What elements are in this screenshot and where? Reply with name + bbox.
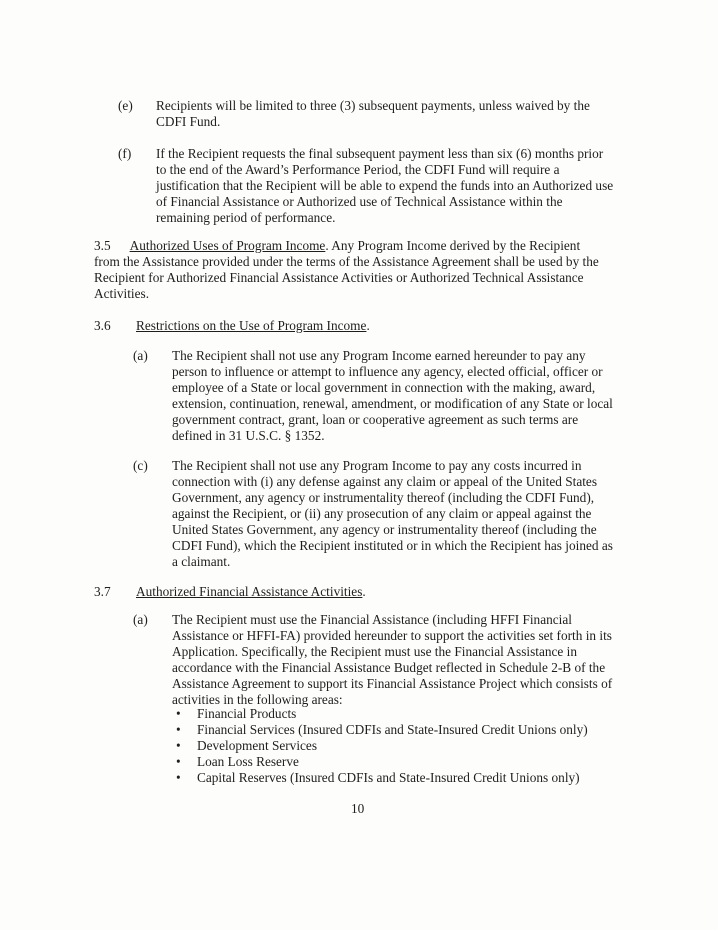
text-line: accordance with the Financial Assistance Budget reflected in Schedule 2-B of the <box>172 660 606 675</box>
section-heading: Authorized Uses of Program Income <box>129 238 326 253</box>
item-f-text <box>156 146 613 226</box>
text-line: The Recipient must use the Financial Assistance (including HFFI Financial <box>172 612 572 627</box>
text-line: Recipients will be limited to three (3) subsequent payments, unless waived by the <box>156 98 590 113</box>
item-3-7-a-text <box>172 612 612 708</box>
text-line: Recipient for Authorized Financial Assistance Activities or Authorized Technical Assistance <box>94 270 584 285</box>
list-item-text: Financial Products <box>197 706 297 721</box>
text-line: person to influence or attempt to influence any agency, elected official, officer or <box>172 364 603 379</box>
item-3-6-a-label: (a) <box>133 348 148 363</box>
text-line: to the end of the Award’s Performance Period, the CDFI Fund will require a <box>156 162 560 177</box>
item-f-label: (f) <box>118 146 132 161</box>
text-line: Assistance Agreement to support its Financial Assistance Project which consists of <box>172 676 613 691</box>
bullet-icon: • <box>176 722 181 737</box>
text-line: Government, any agency or instrumentality thereof (including the CDFI Fund), <box>172 490 595 505</box>
bullet-icon: • <box>176 770 181 785</box>
section-number: 3.5 <box>94 238 111 253</box>
list-item-text: Financial Services (Insured CDFIs and State-Insured Credit Unions only) <box>197 722 588 737</box>
item-3-6-c-label: (c) <box>133 458 148 473</box>
section-3-5-first-line <box>94 238 599 254</box>
text-line: CDFI Fund), which the Recipient instituted or in which the Recipient has joined as <box>172 538 613 553</box>
list-item-text: Capital Reserves (Insured CDFIs and State-Insured Credit Unions only) <box>197 770 580 785</box>
text-line: Application. Specifically, the Recipient must use the Financial Assistance in <box>172 644 577 659</box>
text-line: employee of a State or local government in connection with the making, award, <box>172 380 596 395</box>
text-line: a claimant. <box>172 554 231 569</box>
text-line: defined in 31 U.S.C. § 1352. <box>172 428 325 443</box>
heading-punctuation: . <box>362 584 366 599</box>
text-line: The Recipient shall not use any Program Income earned hereunder to pay any <box>172 348 586 363</box>
section-heading: Authorized Financial Assistance Activities <box>136 584 363 599</box>
section-3-7-heading <box>136 584 366 600</box>
text-line: The Recipient shall not use any Program Income to pay any costs incurred in <box>172 458 582 473</box>
text-line: justification that the Recipient will be able to expend the funds into an Authorized use <box>156 178 614 193</box>
item-3-6-a-text <box>172 348 613 444</box>
item-e-label: (e) <box>118 98 133 113</box>
text-line: government contract, grant, loan or cooperative agreement as such terms are <box>172 412 579 427</box>
text-line: activities in the following areas: <box>172 692 343 707</box>
section-heading: Restrictions on the Use of Program Income <box>136 318 367 333</box>
bullet-icon: • <box>176 706 181 721</box>
text-line: If the Recipient requests the final subsequent payment less than six (6) months prior <box>156 146 604 161</box>
section-3-6-heading <box>136 318 370 334</box>
item-e-text <box>156 98 590 130</box>
list-item-text: Loan Loss Reserve <box>197 754 299 769</box>
page-number: 10 <box>351 801 365 816</box>
text-line: extension, continuation, renewal, amendment, or modification of any State or local <box>172 396 613 411</box>
text-line: CDFI Fund. <box>156 114 221 129</box>
section-3-5 <box>94 238 599 302</box>
text-line: . Any Program Income derived by the Recipient <box>325 238 581 253</box>
bullet-icon: • <box>176 754 181 769</box>
section-number: 3.7 <box>94 584 111 599</box>
text-line: of Financial Assistance or Authorized use of Technical Assistance within the <box>156 194 563 209</box>
text-line: from the Assistance provided under the terms of the Assistance Agreement shall be used by the <box>94 254 599 269</box>
text-line: Activities. <box>94 286 150 301</box>
text-line: remaining period of performance. <box>156 210 336 225</box>
heading-punctuation: . <box>366 318 370 333</box>
section-number: 3.6 <box>94 318 111 333</box>
list-item-text: Development Services <box>197 738 318 753</box>
item-3-7-a-label: (a) <box>133 612 148 627</box>
text-line: against the Recipient, or (ii) any prosecution of any claim or appeal against the <box>172 506 592 521</box>
text-line: United States Government, any agency or instrumentality thereof (including the <box>172 522 597 537</box>
bullet-icon: • <box>176 738 181 753</box>
text-line: connection with (i) any defense against any claim or appeal of the United States <box>172 474 597 489</box>
item-3-6-c-text <box>172 458 613 570</box>
text-line: Assistance or HFFI-FA) provided hereunder to support the activities set forth in its <box>172 628 612 643</box>
